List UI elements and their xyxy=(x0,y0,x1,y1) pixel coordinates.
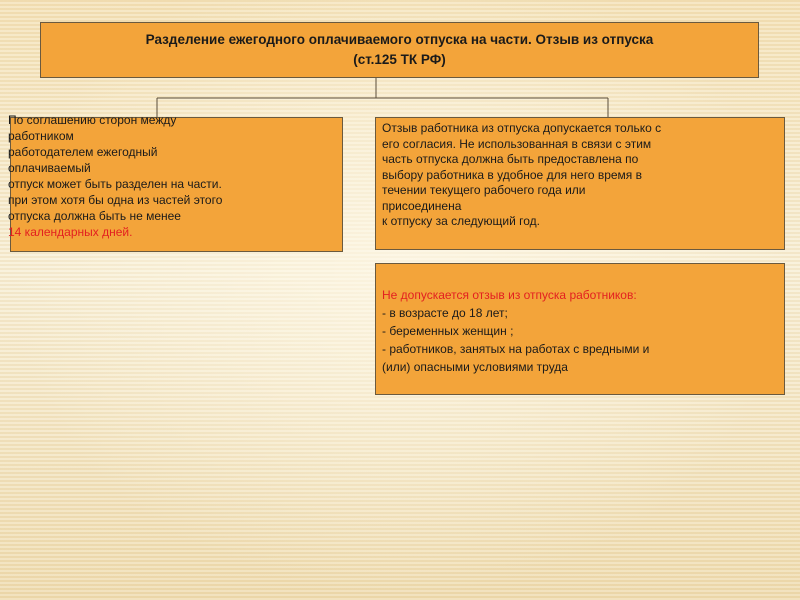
left-line: при этом хотя бы одна из частей этого xyxy=(8,193,223,207)
bottom-box xyxy=(375,263,785,395)
left-line: отпуск может быть разделен на части. xyxy=(8,177,222,191)
left-line: работником xyxy=(8,129,74,143)
bottom-line: (или) опасными условиями труда xyxy=(382,360,568,374)
right-line: часть отпуска должна быть предоставлена по xyxy=(382,152,639,166)
left-box-text xyxy=(8,112,328,240)
right-line: выбору работника в удобное для него время в xyxy=(382,167,643,182)
left-line: работодателем ежегодный xyxy=(8,145,158,159)
right-line: Отзыв работника из отпуска допускается только с xyxy=(382,121,662,135)
left-line: оплачиваемый xyxy=(8,161,91,175)
bottom-line: - работников, занятых на работах с вредными и xyxy=(382,342,650,356)
bottom-heading: Не допускается отзыв из отпуска работников: xyxy=(382,288,637,302)
bottom-line: - беременных женщин ; xyxy=(382,324,514,338)
right-line: к отпуску за следующий год. xyxy=(382,214,540,228)
right-box xyxy=(375,117,785,250)
right-line: его согласия. Не использованная в связи с этим xyxy=(382,136,652,151)
title-line-2: (ст.125 ТК РФ) xyxy=(353,52,446,67)
right-line: присоединена xyxy=(382,198,462,213)
title-line-1: Разделение ежегодного оплачиваемого отпуска на части. Отзыв из отпуска xyxy=(145,31,654,47)
left-line: отпуска должна быть не менее xyxy=(8,209,181,223)
title-box xyxy=(40,22,759,78)
left-line: По соглашению сторон между xyxy=(8,113,177,127)
right-line: течении текущего рабочего года или xyxy=(382,183,586,197)
bottom-line: - в возрасте до 18 лет; xyxy=(382,306,508,320)
left-highlight: 14 календарных дней. xyxy=(8,225,133,239)
